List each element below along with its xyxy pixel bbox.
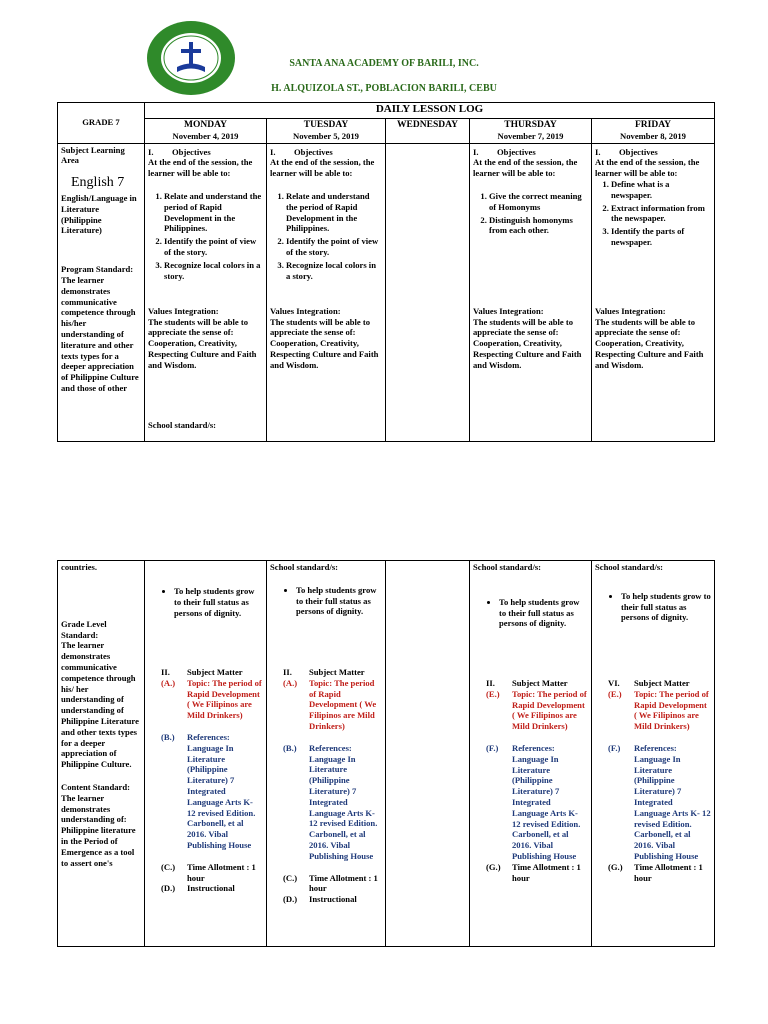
day-header-tuesday: TUESDAY November 5, 2019 [267,119,386,144]
thursday-cell: I. Objectives At the end of the session, the learner will be able to: 1. Give the correct meaning of Homonyms 2. Distinguish homonyms from each other. Values Integration: The students will be able to appreciate the sense of: Cooperation, Creativity, Respecting Culture and Faith and Wisdom. [470,143,592,441]
day-header-monday: MONDAY November 4, 2019 [145,119,267,144]
day-header-thursday: THURSDAY November 7, 2019 [470,119,592,144]
school-name: SANTA ANA ACADEMY OF BARILI, INC. [289,58,479,69]
left-standards-cell: countries. Grade Level Standard: The learner demonstrates communicative competence through his/ her understanding of understanding of Philippine Literature and other texts types for a deeper appreciation of Philippine Culture. Content Standard: The learner demonstrates understanding of: Philippine literature in the Period of Emergence as a tool to assert one's [58,561,145,947]
day-header-friday: FRIDAY November 8, 2019 [592,119,715,144]
wednesday-cell [386,143,470,441]
wednesday-cell-2 [386,561,470,947]
thursday-cell-2: School standard/s: • To help students grow to their full status as persons of dignity. II. Subject Matter (E.) Topic: The period of Rapid Development ( We Filipinos are Mild Drinkers) (F.) References: Language In Literature (Philippine Literature) 7 Integrated Language Arts K- 12 revised Edition. Carbonell, et al 2016. Vibal Publishing House (G.) Time Allotment : 1 hour [470,561,592,947]
school-address: H. ALQUIZOLA ST., POBLACION BARILI, CEBU [271,83,497,94]
friday-cell-2: School standard/s: • To help students grow to their full status as persons of dignity. VI. Subject Matter (E.) Topic: The period of Rapid Development ( We Filipinos are Mild Drinkers) (F.) References: Language In Literature (Philippine Literature) 7 Integrated Language Arts K- 12 revised Edition. Carbonell, et al 2016. Vibal Publishing House (G.) Time Allotment : 1 hour [592,561,715,947]
monday-cell-2: • To help students grow to their full status as persons of dignity. II. Subject Matter (A.) Topic: The period of Rapid Development ( We Filipinos are Mild Drinkers) (B.) References: Language In Literature (Philippine Literature) 7 Integrated Language Arts K- 12 revised Edition. Carbonell, et al 2016. Vibal Publishing House (C.) Time Allotment : 1 hour (D.) Instructional [145,561,267,947]
monday-cell: I. Objectives At the end of the session, the learner will be able to: 1. Relate and understand the period of Rapid Development in the Philippines. 2. Identify the point of view of the story. 3. Recognize local colors in a story. Values Integration: The students will be able to appreciate the sense of: Cooperation, Creativity, Respecting Culture and Faith and Wisdom. School standard/s: [145,143,267,441]
lesson-log-table-2 [57,560,715,947]
day-header-wednesday: WEDNESDAY [386,119,470,144]
tuesday-cell: I. Objectives At the end of the session, the learner will be able to: 1. Relate and understand the period of Rapid Development in the Philippines. 2. Identify the point of view of the story. 3. Recognize local colors in a story. Values Integration: The students will be able to appreciate the sense of: Cooperation, Creativity, Respecting Culture and Faith and Wisdom. [267,143,386,441]
lesson-log-table-1 [57,102,715,442]
grade-label: GRADE 7 [58,103,145,144]
tuesday-cell-2: School standard/s: • To help students grow to their full status as persons of dignity. II. Subject Matter (A.) Topic: The period of Rapid Development ( We Filipinos are Mild Drinkers) (B.) References: Language In Literature (Philippine Literature) 7 Integrated Language Arts K- 12 revised Edition. Carbonell, et al 2016. Vibal Publishing House (C.) Time Allotment : 1 hour (D.) Instructional [267,561,386,947]
log-title: DAILY LESSON LOG [145,103,715,119]
left-info-cell: Subject Learning Area English 7 English/Language in Literature (Philippine Literature) Program Standard: The learner demonstrates communicative competence through his/her understanding of literature and other texts types for a deeper appreciation of Philippine Culture and those of other [58,143,145,441]
friday-cell: I. Objectives At the end of the session, the learner will be able to: 1. Define what is a newspaper. 2. Extract information from the newspaper. 3. Identify the parts of newspaper. Values Integration: The students will be able to appreciate the sense of: Cooperation, Creativity, Respecting Culture and Faith and Wisdom. [592,143,715,441]
